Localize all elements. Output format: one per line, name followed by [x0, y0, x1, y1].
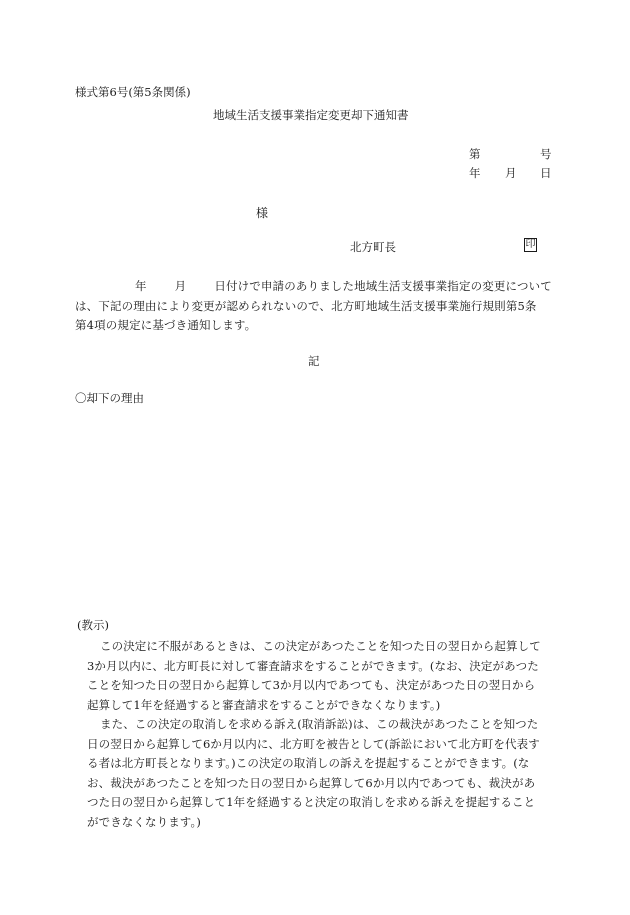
body-line-3: 第4項の規定に基づき通知します。 [75, 318, 257, 332]
notice-line: 日の翌日から起算して6か月以内に、北方町を被告として(訴訟において北方町を代表す [87, 736, 540, 751]
body-month-label: 月 [174, 279, 187, 293]
document-number-prefix: 第 [469, 147, 481, 161]
ki-heading: 記 [308, 354, 320, 368]
notice-heading: (教示) [77, 618, 109, 632]
notice-line: 起算して1年を経過すると審査請求をすることができなくなります。) [87, 697, 441, 712]
body-year-label: 年 [135, 279, 147, 293]
notice-line: 3か月以内に、北方町長に対して審査請求をすることができます。(なお、決定があつた [87, 658, 539, 673]
date-month-label: 月 [505, 166, 517, 180]
notice-line: つた日の翌日から起算して1年を経過すると決定の取消しを求める訴えを提起すること [87, 795, 536, 809]
body-line-1-text: 日付けで申請のありました地域生活支援事業指定の変更につい [214, 279, 541, 293]
notice-line: ことを知つた日の翌日から起算して3か月以内であつても、決定があつた日の翌日から [87, 678, 536, 692]
notice-line: る者は北方町長となります。)この決定の取消しの訴えを提起することができます。(な [87, 756, 530, 770]
body-line [75, 277, 553, 297]
document-number-suffix: 号 [540, 147, 552, 161]
notice-block [75, 637, 553, 832]
notice-line: この決定に不服があるときは、この決定があつたことを知つた日の翌日から起算して [100, 639, 541, 653]
reason-heading: 〇却下の理由 [75, 391, 144, 405]
document-title: 地域生活支援事業指定変更却下通知書 [213, 108, 409, 122]
notice-line: ができなくなります。) [87, 814, 201, 829]
body-line-1-end: て [540, 279, 552, 293]
issuer-name: 北方町長 [350, 240, 396, 254]
body-paragraph [75, 277, 553, 336]
notice-line: また、この決定の取消しを求める訴え(取消訴訟)は、この裁決があつたことを知つた [100, 717, 539, 731]
date-year-label: 年 [469, 166, 481, 180]
body-line-2: は、下記の理由により変更が認められないので、北方町地域生活支援事業施行規則第5条 [75, 298, 537, 313]
notice-line: お、裁決があつたことを知つた日の翌日から起算して6か月以内であつても、裁決があ [87, 775, 536, 790]
seal-mark: 印 [525, 239, 536, 250]
addressee-honorific: 様 [256, 206, 269, 220]
form-number: 様式第6号(第5条関係) [75, 85, 191, 99]
date-day-label: 日 [540, 166, 552, 180]
